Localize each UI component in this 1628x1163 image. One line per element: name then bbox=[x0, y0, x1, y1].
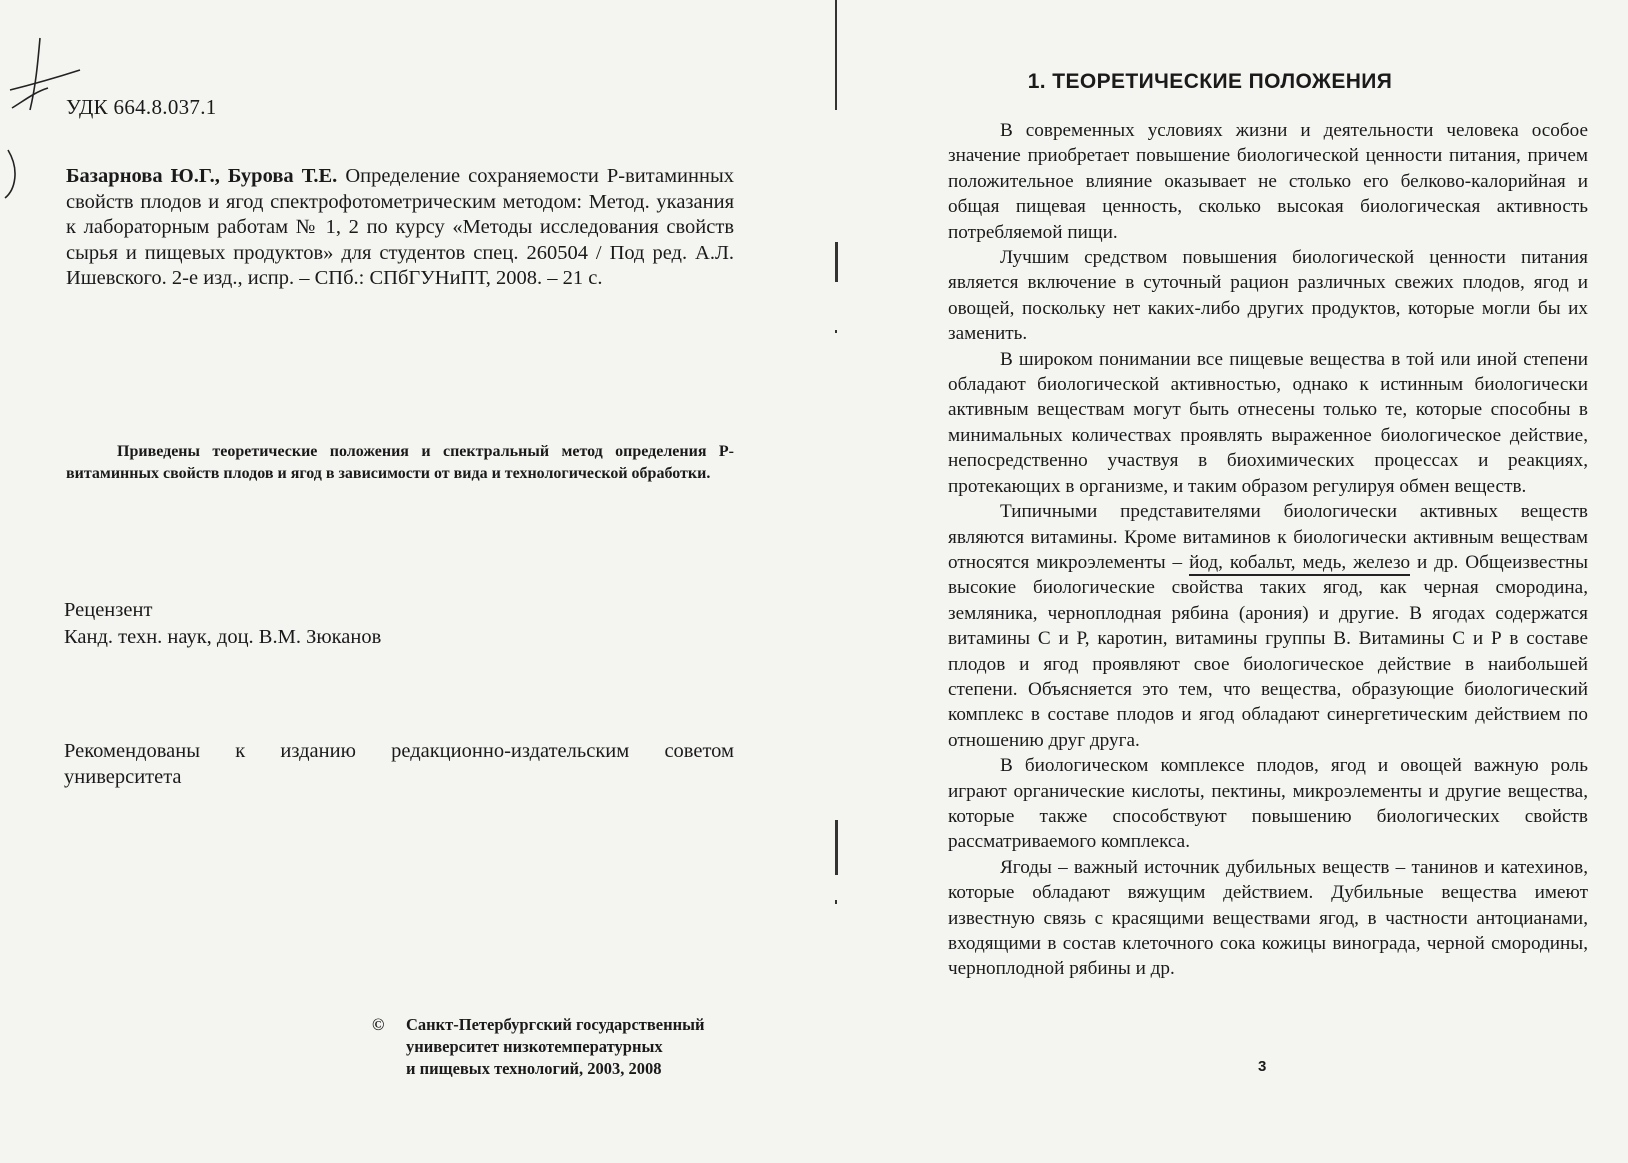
copyright-line: и пищевых технологий, 2003, 2008 bbox=[406, 1059, 662, 1078]
paragraph: Ягоды – важный источник дубильных веществ – танинов и катехинов, которые обладают вяжущим действием. Дубильные вещества имеют известную связь с красящими веществами ягод, в частности антоцианами, входящими в состав клеточного сока кожицы винограда, черной смородины, черноплодной рябины и др. bbox=[948, 856, 1588, 980]
bibliographic-record bbox=[66, 164, 734, 292]
body-text bbox=[948, 118, 1588, 982]
reviewer-name: Канд. техн. наук, доц. В.М. Зюканов bbox=[64, 626, 382, 648]
copyright-symbol: © bbox=[372, 1015, 385, 1034]
reviewer-block bbox=[64, 597, 381, 651]
binding-gutter bbox=[835, 0, 838, 1163]
handwritten-underline: йод, кобальт, медь, железо bbox=[1189, 552, 1410, 576]
abstract: Приведены теоретические положения и спектральный метод определения Р-витаминных свойств плодов и ягод в зависимости от вида и технологической обработки. bbox=[66, 443, 734, 482]
paragraph: Типичными представителями биологически активных веществ являются витамины. Кроме витаминов к биологически активным веществам относятся микроэлементы – йод, кобальт, медь, железо и др. Общеизвестны высокие биологические свойства таких ягод, как черная смородина, земляника, черноплодная рябина (арония) и другие. В ягодах содержатся витамины С и Р, каротин, витамины группы В. Витамины С и Р в составе плодов и ягод проявляют свое биологическое действие в наибольшей степени. Объясняется это тем, что вещества, образующие биологический комплекс в составе плодов и ягод обладают синергетическим действием по отношению друг друга. bbox=[948, 501, 1588, 751]
reviewer-label: Рецензент bbox=[64, 599, 153, 621]
right-page bbox=[840, 0, 1628, 1163]
authors: Базарнова Ю.Г., Бурова Т.Е. bbox=[66, 165, 338, 187]
copyright-block bbox=[374, 1014, 705, 1080]
copyright-line: университет низкотемпературных bbox=[406, 1037, 663, 1056]
paragraph: В биологическом комплексе плодов, ягод и овощей важную роль играют органические кислоты, пектины, микроэлементы и другие вещества, которые также способствуют повышению биологических свойств рассматриваемого комплекса. bbox=[948, 755, 1588, 853]
section-title: 1. ТЕОРЕТИЧЕСКИЕ ПОЛОЖЕНИЯ bbox=[1027, 70, 1393, 93]
paragraph: В современных условиях жизни и деятельности человека особое значение приобретает повышение биологической ценности питания, причем положительное влияние оказывает не столько его белково-калорийная и общая пищевая ценность, сколько высокая биологическая активность потребляемой пищи. bbox=[948, 120, 1588, 243]
copyright-line: Санкт-Петербургский государственный bbox=[406, 1015, 705, 1034]
page-number: 3 bbox=[1258, 1058, 1267, 1075]
paragraph: Лучшим средством повышения биологической ценности питания является включение в суточный рацион различных свежих плодов, ягод и овощей, поскольку нет каких-либо других продуктов, которые могли бы их заменить. bbox=[948, 247, 1588, 345]
recommendation-note: Рекомендованы к изданию редакционно-издательским советом университета bbox=[64, 740, 734, 788]
udk-code: УДК 664.8.037.1 bbox=[66, 95, 217, 119]
paragraph: В широком понимании все пищевые вещества в той или иной степени обладают биологической активностью, однако к истинным биологически активным веществам могут быть отнесены только те, которые способны в минимальных количествах проявлять выраженное биологическое действие, непосредственно участвуя в биохимических процессах и реакциях, протекающих в организме, и таким образом регулируя обмен веществ. bbox=[948, 348, 1588, 497]
biblio-text: Определение сохраняемости Р-витаминных свойств плодов и ягод спектрофотометрическим методом: Метод. указания к лабораторным работам № 1, 2 по курсу «Методы исследования свойств сырья и пищевых продуктов» для студентов спец. 260504 / Под ред. А.Л. Ишевского. 2-е изд., испр. – СПб.: СПбГУНиПТ, 2008. – 21 с. bbox=[66, 165, 734, 289]
